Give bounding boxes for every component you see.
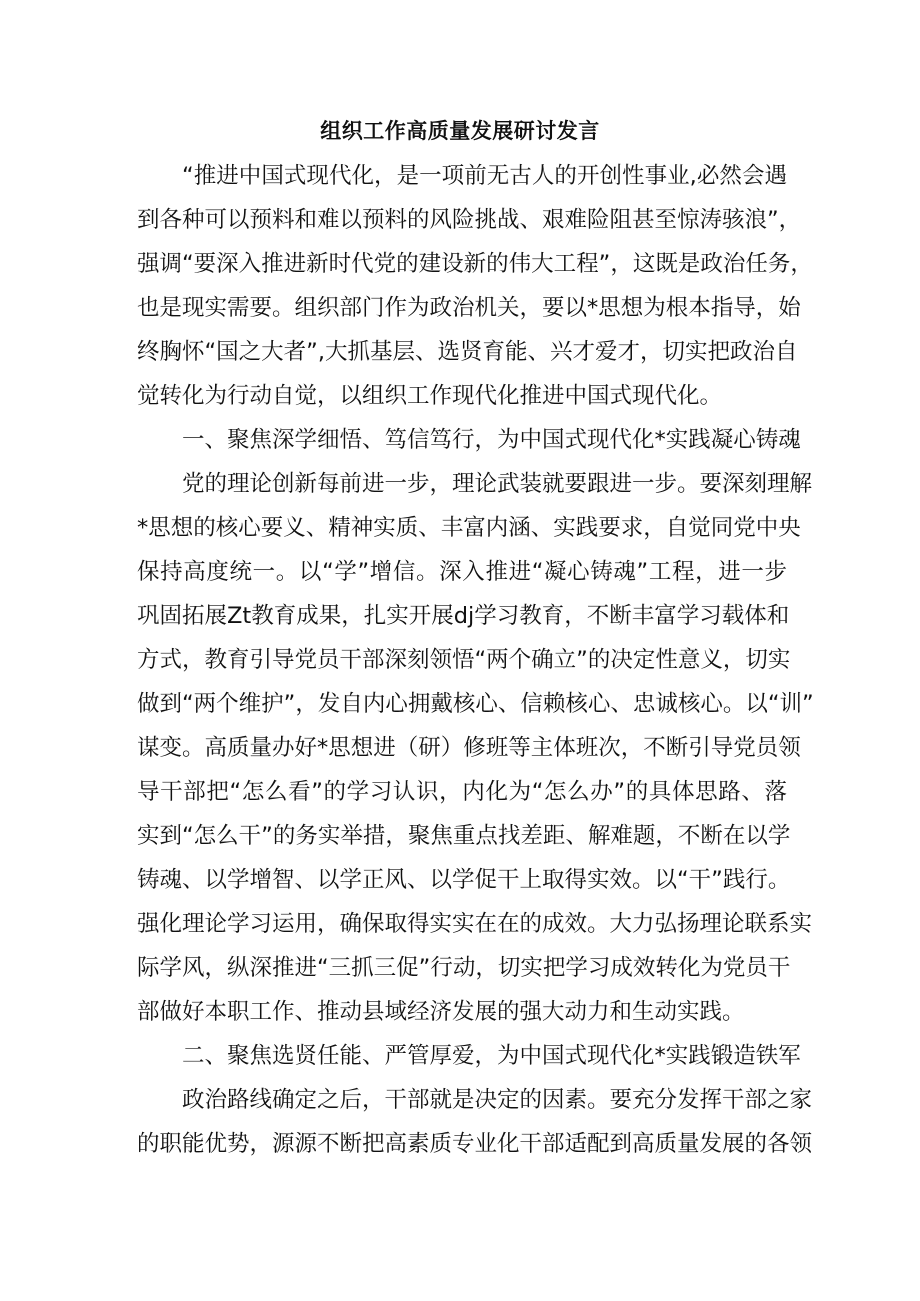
page-title: 组织工作高质量发展研讨发言 — [320, 119, 600, 143]
section-heading: 二、聚焦选贤任能、严管厚爱，为中国式现代化*实践锻造铁军 — [182, 1043, 801, 1069]
text-line: 也是现实需要。组织部门作为政治机关，要以*思想为根本指导，始 — [137, 295, 801, 321]
section-heading: 一、聚焦深学细悟、笃信笃行，为中国式现代化*实践凝心铸魂 — [182, 427, 801, 453]
text-line: 觉转化为行动自觉，以组织工作现代化推进中国式现代化。 — [137, 383, 723, 409]
text-line: 实到“怎么干”的务实举措，聚焦重点找差距、解难题，不断在以学 — [137, 823, 791, 849]
text-line: “推进中国式现代化，是一项前无古人的开创性事业,必然会遇 — [182, 163, 787, 189]
text-line: 谋变。高质量办好*思想进（研）修班等主体班次，不断引导党员领 — [137, 735, 801, 761]
text-line: 做到“两个维护”，发自内心拥戴核心、信赖核心、忠诚核心。以“训” — [137, 691, 814, 717]
text-line: 导干部把“怎么看”的学习认识，内化为“怎么办”的具体思路、落 — [137, 779, 787, 805]
text-line: 铸魂、以学增智、以学正风、以学促干上取得实效。以“干”践行。 — [137, 867, 791, 893]
text-line: 终胸怀“国之大者”,大抓基层、选贤育能、兴才爱才，切实把政治自 — [137, 339, 798, 365]
text-line: 保持高度统一。以“学”增信。深入推进“凝心铸魂”工程，进一步 — [137, 559, 787, 585]
text-line: 政治路线确定之后，干部就是决定的因素。要充分发挥干部之家 — [182, 1087, 813, 1113]
text-line: 到各种可以预料和难以预料的风险挑战、艰难险阻甚至惊涛骇浪”， — [137, 207, 802, 233]
text-line: 的职能优势，源源不断把高素质专业化干部适配到高质量发展的各领 — [137, 1131, 813, 1157]
text-line: *思想的核心要义、精神实质、丰富内涵、实践要求，自觉同党中央 — [137, 515, 801, 541]
text-line: 强调“要深入推进新时代党的建设新的伟大工程”，这既是政治任务， — [137, 251, 813, 277]
text-line: 党的理论创新每前进一步，理论武装就要跟进一步。要深刻理解 — [182, 471, 813, 497]
text-line: 部做好本职工作、推动县域经济发展的强大动力和生动实践。 — [137, 999, 745, 1025]
text-line: 巩固拓展Zt教育成果，扎实开展dj学习教育，不断丰富学习载体和 — [137, 603, 790, 629]
text-line: 际学风，纵深推进“三抓三促”行动，切实把学习成效转化为党员干 — [137, 955, 791, 981]
text-line: 强化理论学习运用，确保取得实实在在的成效。大力弘扬理论联系实 — [137, 911, 813, 937]
text-line: 方式，教育引导党员干部深刻领悟“两个确立”的决定性意义，切实 — [137, 647, 791, 673]
